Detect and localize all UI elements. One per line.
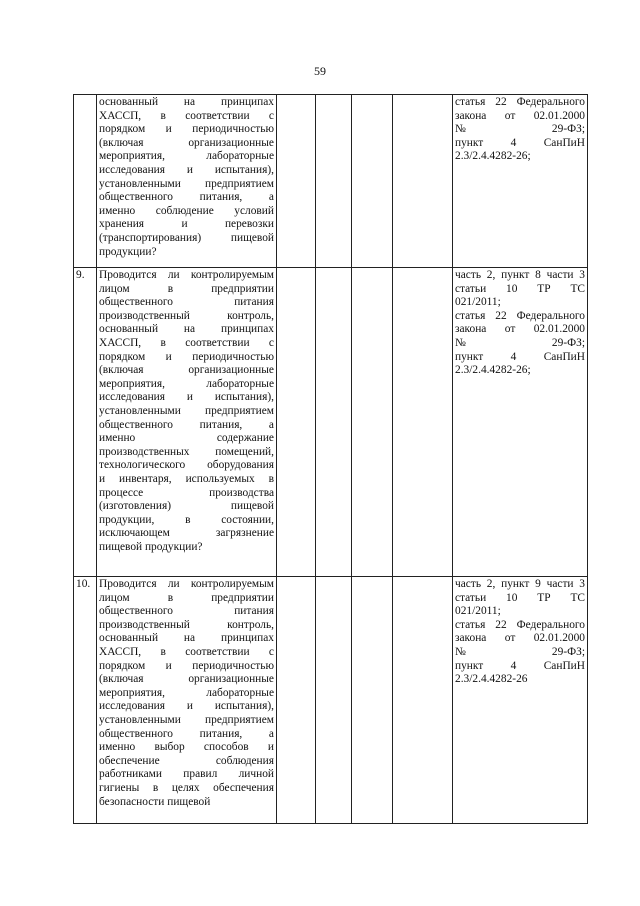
text-line: лицом в предприятии (99, 591, 274, 604)
text-line: обеспечение соблюдения (99, 754, 274, 767)
text-line: порядком и периодичностью (99, 350, 274, 363)
text-line: основанный на принципах (99, 96, 274, 108)
text-line: исключающем загрязнение (99, 527, 274, 540)
text-line: закона от 02.01.2000 (455, 632, 585, 645)
text-line: именно содержание (99, 432, 274, 445)
text-line: технологического оборудования (99, 459, 274, 472)
checklist-table (73, 94, 588, 824)
text-line: хранения и перевозки (99, 218, 274, 231)
text-line: мероприятия, лабораторные (99, 686, 274, 699)
text-line: продукции? (99, 245, 157, 258)
question-cell (97, 577, 277, 824)
table-row (74, 577, 588, 824)
text-line: статьи 10 ТР ТС (455, 282, 585, 295)
answer-na-cell (352, 577, 393, 824)
text-line: установленными предприятием (99, 177, 274, 190)
text-line: исследования и испытания), (99, 700, 274, 713)
text-line: мероприятия, лабораторные (99, 377, 274, 390)
answer-no-cell (316, 95, 352, 268)
text-line: производственных помещений, (99, 445, 274, 458)
answer-yes-cell (277, 577, 316, 824)
text-line: процессе производства (99, 486, 274, 499)
text-line: статья 22 Федерального (455, 309, 585, 322)
note-cell (393, 577, 453, 824)
text-line: закона от 02.01.2000 (455, 323, 585, 336)
text-line: статьи 10 ТР ТС (455, 591, 585, 604)
text-line: пункт 4 СанПиН (455, 136, 585, 149)
text-line: № 29-ФЗ; (455, 336, 585, 349)
text-line: мероприятия, лабораторные (99, 150, 274, 163)
text-line: производственный контроль, (99, 309, 274, 322)
text-line: и инвентаря, используемых в (99, 472, 274, 485)
text-line: гигиены в целях обеспечения (99, 781, 274, 794)
legal-reference-cell (453, 577, 588, 824)
row-number (74, 95, 97, 268)
answer-yes-cell (277, 268, 316, 577)
answer-yes-cell (277, 95, 316, 268)
table-row (74, 95, 588, 268)
note-cell (393, 268, 453, 577)
text-line: 2.3/2.4.4282-26; (455, 150, 531, 163)
text-line: порядком и периодичностью (99, 659, 274, 672)
text-line: (включая организационные (99, 364, 274, 377)
answer-na-cell (352, 95, 393, 268)
note-cell (393, 95, 453, 268)
text-line: Проводится ли контролируемым (99, 269, 274, 281)
text-line: исследования и испытания), (99, 391, 274, 404)
text-line: (включая организационные (99, 673, 274, 686)
text-line: безопасности пищевой (99, 795, 211, 808)
text-line: 021/2011; (455, 296, 501, 309)
text-line: пункт 4 СанПиН (455, 659, 585, 672)
text-line: ХАССП, в соответствии с (99, 645, 274, 658)
text-line: ХАССП, в соответствии с (99, 109, 274, 122)
text-line: установленными предприятием (99, 713, 274, 726)
text-line: 021/2011; (455, 605, 501, 618)
question-cell (97, 95, 277, 268)
row-number: 10. (74, 577, 97, 824)
text-line: исследования и испытания), (99, 163, 274, 176)
text-line: общественного питания, а (99, 727, 274, 740)
text-line: статья 22 Федерального (455, 96, 585, 108)
text-line: ХАССП, в соответствии с (99, 336, 274, 349)
text-line: лицом в предприятии (99, 282, 274, 295)
text-line: № 29-ФЗ; (455, 123, 585, 136)
row-number: 9. (74, 268, 97, 577)
text-line: порядком и периодичностью (99, 123, 274, 136)
question-cell (97, 268, 277, 577)
text-line: общественного питания (99, 605, 274, 618)
text-line: (включая организационные (99, 136, 274, 149)
text-line: общественного питания, а (99, 191, 274, 204)
text-line: основанный на принципах (99, 632, 274, 645)
text-line: 2.3/2.4.4282-26; (455, 364, 531, 377)
text-line: закона от 02.01.2000 (455, 109, 585, 122)
text-line: пункт 4 СанПиН (455, 350, 585, 363)
answer-na-cell (352, 268, 393, 577)
text-line: общественного питания, а (99, 418, 274, 431)
table-row (74, 268, 588, 577)
text-line: пищевой продукции? (99, 540, 203, 553)
text-line: статья 22 Федерального (455, 618, 585, 631)
text-line: продукции, в состоянии, (99, 513, 274, 526)
legal-reference-cell (453, 95, 588, 268)
text-line: (транспортирования) пищевой (99, 231, 274, 244)
legal-reference-cell (453, 268, 588, 577)
answer-no-cell (316, 268, 352, 577)
text-line: 2.3/2.4.4282-26 (455, 673, 528, 686)
text-line: производственный контроль, (99, 618, 274, 631)
text-line: именно выбор способов и (99, 741, 274, 754)
text-line: (изготовления) пищевой (99, 500, 274, 513)
text-line: именно соблюдение условий (99, 204, 274, 217)
text-line: основанный на принципах (99, 323, 274, 336)
text-line: часть 2, пункт 9 части 3 (455, 578, 585, 590)
page-number: 59 (314, 64, 326, 78)
text-line: часть 2, пункт 8 части 3 (455, 269, 585, 281)
text-line: работниками правил личной (99, 768, 274, 781)
answer-no-cell (316, 577, 352, 824)
text-line: общественного питания (99, 296, 274, 309)
text-line: установленными предприятием (99, 404, 274, 417)
text-line: Проводится ли контролируемым (99, 578, 274, 590)
text-line: № 29-ФЗ; (455, 645, 585, 658)
